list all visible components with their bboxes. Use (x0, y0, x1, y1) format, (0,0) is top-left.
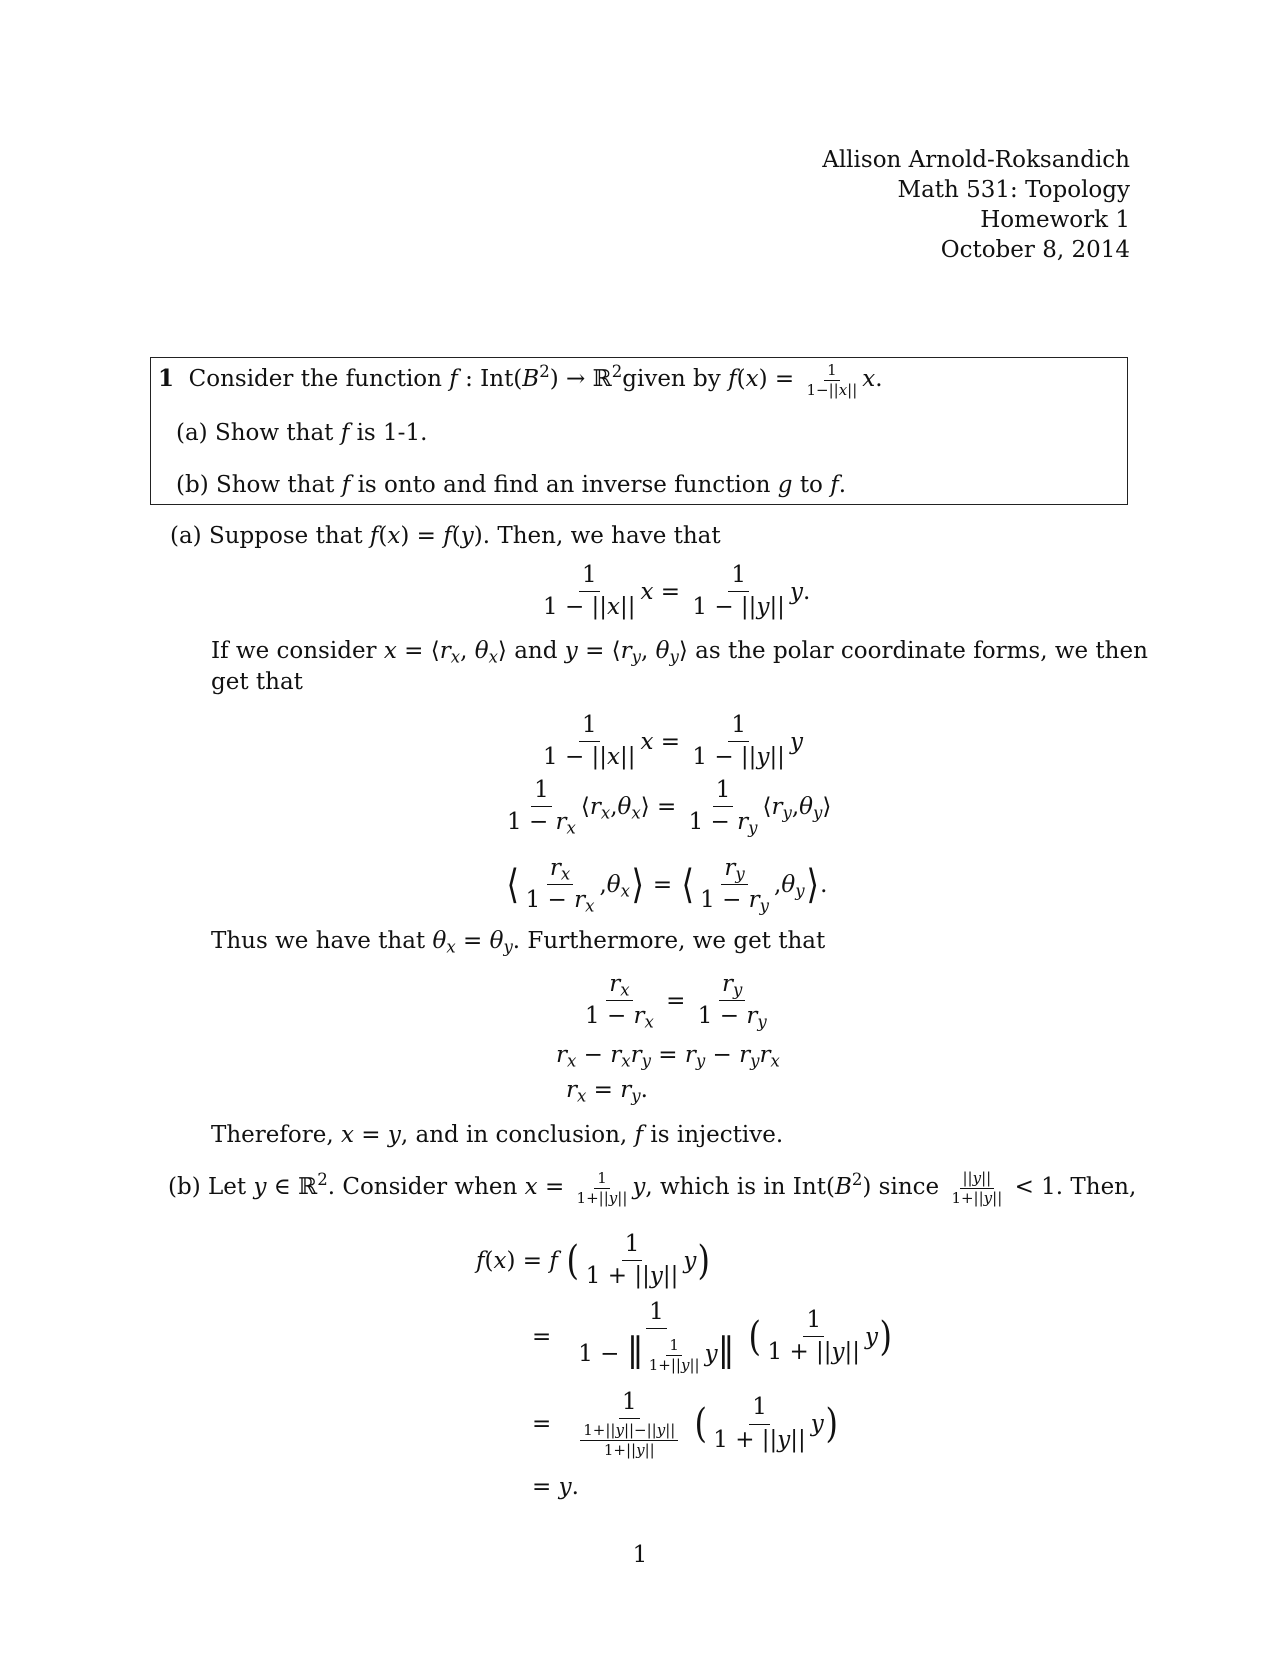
equation-2-line-2: 1 $1 - r_x$ ⟨ $r_x$ , $\theta_x$ ⟩ = 1 $1 - r_y$ ⟨ $r_y$ , $\theta_y$ ⟩ (507, 777, 832, 838)
equation-4-line-4: = y . (532, 1474, 579, 1500)
assignment-date: October 8, 2014 (940, 237, 1130, 263)
equation-2-line-1: 1 1 − ||x|| x = 1 1 − ||y|| y (543, 712, 803, 771)
equation-4-line-2: = 1 1 − ‖ $\frac{1}{1+||y||}$ y‖ ( 1 1 + ||y|| y ) (532, 1299, 893, 1374)
solution-b-intro: (b) Let y ∈ ℝ$^2$. Consider when x = $\frac{1}{1+||y||}$ y, which is in $Int(B^2)$ since $\frac{||y||}{1+||y||}$ < 1. Then, (168, 1169, 1137, 1207)
page-number: 1 (632, 1542, 648, 1568)
problem-number: 1 (158, 365, 175, 392)
document-header (822, 145, 1130, 265)
solution-a-intro: (a) Suppose that f(x) = f(y). Then, we have that (170, 523, 721, 549)
problem-part-a: (a) Show that f is 1-1. (176, 420, 428, 446)
equation-3-line-1: $r_x$ $1 - r_x$ = $r_y$ $1 - r_y$ (585, 971, 767, 1032)
author-name: Allison Arnold-Roksandich (822, 147, 1130, 173)
equation-3-line-3: $r_x$ = $r_y$ . (566, 1077, 648, 1106)
polar-text: If we consider $x = ⟨r_x$, $\theta_x⟩$ and $y = ⟨r_y$, $\theta_y⟩$ as the polar coordinate forms, we then (211, 638, 1148, 667)
polar-text-cont: get that (211, 669, 303, 695)
assignment-title: Homework 1 (980, 207, 1130, 233)
theta-text: Thus we have that $\theta_x = \theta_y$. Furthermore, we get that (211, 928, 826, 957)
problem-statement: 1 Consider the function f : $Int(B^2)$ → ℝ$^2$given by f(x) = $\frac{1}{1-||x||}$ x. (158, 361, 883, 399)
problem-part-b: (b) Show that f is onto and find an inverse function g to f. (176, 472, 847, 498)
conclusion-text: Therefore, x = y, and in conclusion, f is injective. (211, 1122, 784, 1148)
equation-4-line-3: = 1 $\frac{1+||y||-||y||}{1+||y||}$ ( 1 1 + ||y|| y ) (532, 1389, 838, 1459)
course-title: Math 531: Topology (897, 177, 1130, 203)
equation-2-line-3: ⟨ $r_x$ $1 - r_x$ , $\theta_x$ ⟩ = ⟨ $r_y$ $1 - r_y$ , $\theta_y$ ⟩ . (506, 855, 828, 916)
equation-4-line-1: f ( x ) = f ( 1 1 + ||y|| y ) (476, 1231, 711, 1290)
equation-1: 1 1 − ||x|| x = 1 1 − ||y|| y . (543, 562, 811, 621)
equation-3-line-2: $r_x$ − $r_xr_y$ = $r_y$ − $r_yr_x$ (556, 1042, 780, 1071)
